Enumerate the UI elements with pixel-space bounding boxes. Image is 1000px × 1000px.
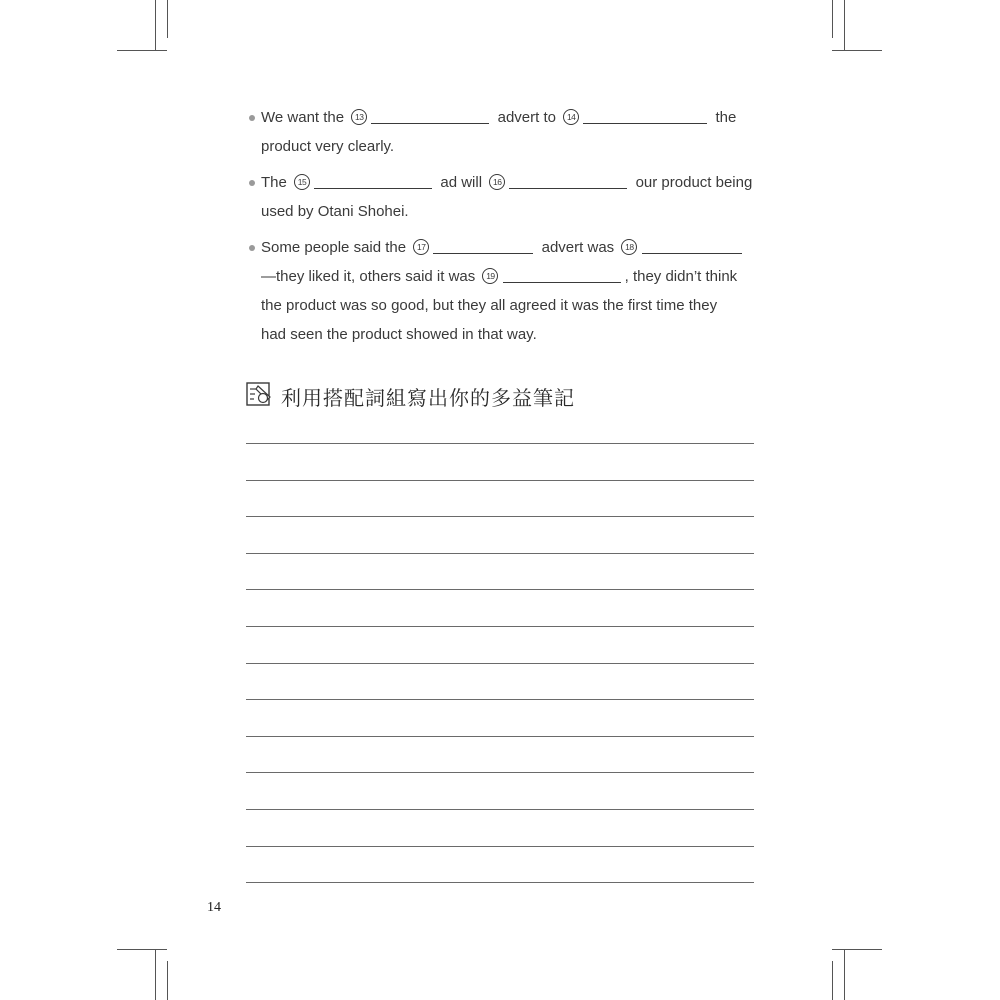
answer-blank[interactable] — [642, 239, 742, 254]
exercise-row — [261, 168, 758, 197]
sentence-text: advert was — [541, 239, 615, 256]
exercise-row — [261, 262, 758, 291]
answer-blank[interactable] — [509, 174, 627, 189]
sentence-text: advert to — [497, 109, 556, 126]
sentence-text: The — [261, 174, 287, 191]
sentence-text: ad will — [440, 174, 483, 191]
crop-mark — [167, 961, 168, 1000]
sentence-text: We want the — [261, 109, 345, 126]
exercise-row — [261, 197, 758, 226]
sentence-text: the — [715, 109, 737, 126]
crop-mark — [844, 949, 845, 1000]
note-line[interactable] — [246, 772, 754, 773]
sentence-text: the product was so good, but they all agreed it was the first time they — [261, 297, 718, 314]
note-line[interactable] — [246, 809, 754, 810]
blank-number: 14 — [563, 109, 579, 125]
note-line[interactable] — [246, 553, 754, 554]
bullet-dot — [249, 180, 255, 186]
note-pencil-icon — [246, 382, 273, 411]
answer-blank[interactable] — [503, 268, 621, 283]
note-line[interactable] — [246, 882, 754, 883]
note-line[interactable] — [246, 516, 754, 517]
note-line[interactable] — [246, 480, 754, 481]
sentence-text: product very clearly. — [261, 138, 395, 155]
note-line[interactable] — [246, 736, 754, 737]
bullet-dot — [249, 245, 255, 251]
answer-blank[interactable] — [314, 174, 432, 189]
crop-mark — [117, 50, 167, 51]
notes-heading-text: 利用搭配詞組寫出你的多益筆記 — [281, 387, 575, 410]
blank-number: 13 — [351, 109, 367, 125]
answer-blank[interactable] — [433, 239, 533, 254]
sentence-text: had seen the product showed in that way. — [261, 326, 537, 343]
exercise-item — [246, 233, 758, 349]
exercise-bullets — [246, 103, 758, 356]
crop-mark — [832, 0, 833, 38]
exercise-item — [246, 168, 758, 226]
blank-number: 17 — [413, 239, 429, 255]
blank-number: 19 — [482, 268, 498, 284]
answer-blank[interactable] — [371, 109, 489, 124]
sentence-text: Some people said the — [261, 239, 407, 256]
note-line[interactable] — [246, 626, 754, 627]
sentence-text: —they liked it, others said it was — [261, 268, 476, 285]
bullet-dot — [249, 115, 255, 121]
blank-number: 16 — [489, 174, 505, 190]
answer-blank[interactable] — [583, 109, 707, 124]
blank-number: 18 — [621, 239, 637, 255]
blank-number: 15 — [294, 174, 310, 190]
crop-mark — [832, 949, 882, 950]
note-line[interactable] — [246, 699, 754, 700]
crop-mark — [832, 961, 833, 1000]
exercise-item — [246, 103, 758, 161]
exercise-row — [261, 320, 758, 349]
notes-heading — [246, 381, 575, 411]
page-number: 14 — [207, 900, 221, 915]
crop-mark — [117, 949, 167, 950]
crop-mark — [155, 0, 156, 50]
sentence-text: our product being — [635, 174, 753, 191]
sentence-text: used by Otani Shohei. — [261, 203, 409, 220]
crop-mark — [844, 0, 845, 50]
exercise-row — [261, 233, 758, 262]
note-line[interactable] — [246, 663, 754, 664]
exercise-row — [261, 132, 758, 161]
note-line[interactable] — [246, 846, 754, 847]
crop-mark — [167, 0, 168, 38]
note-line[interactable] — [246, 443, 754, 444]
crop-mark — [155, 949, 156, 1000]
crop-mark — [832, 50, 882, 51]
sentence-text: , they didn’t think — [624, 268, 738, 285]
exercise-row — [261, 291, 758, 320]
exercise-row — [261, 103, 758, 132]
note-line[interactable] — [246, 589, 754, 590]
